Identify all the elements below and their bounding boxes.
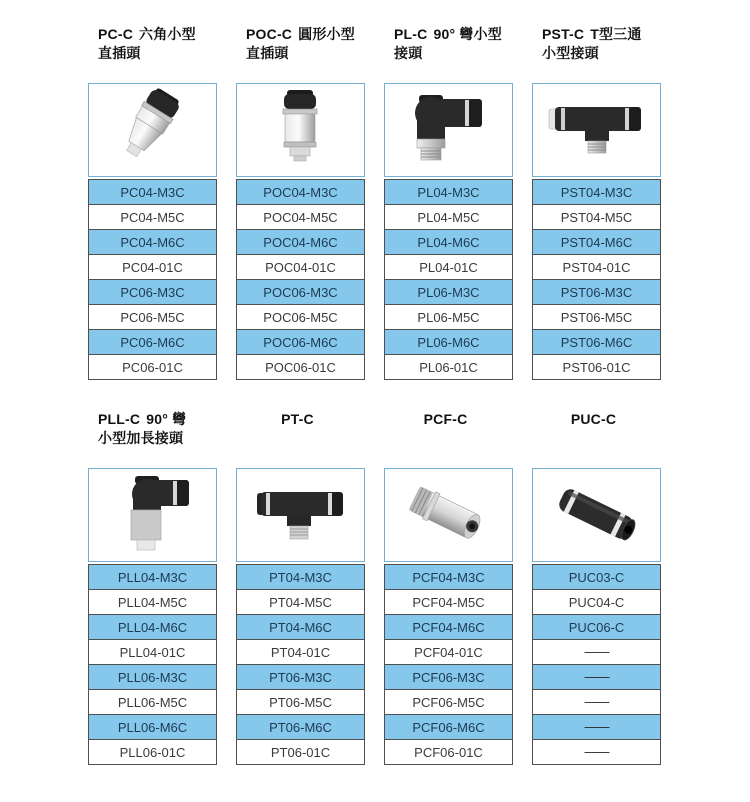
parts-row xyxy=(385,255,513,280)
part-number-cell: PLL04-M6C xyxy=(89,615,217,640)
part-number-cell: PL06-01C xyxy=(385,355,513,380)
part-number-cell: PLL06-M3C xyxy=(89,665,217,690)
parts-table-body xyxy=(89,565,217,765)
part-number-cell: PLL04-M5C xyxy=(89,590,217,615)
parts-row xyxy=(533,180,661,205)
part-number-cell: PT04-M6C xyxy=(237,615,365,640)
parts-row xyxy=(237,665,365,690)
part-number-cell: POC04-M5C xyxy=(237,205,365,230)
parts-table-body xyxy=(533,565,661,765)
parts-table-body xyxy=(385,180,513,380)
parts-table xyxy=(88,564,217,765)
part-number-cell: —— xyxy=(533,740,661,765)
parts-row xyxy=(385,740,513,765)
part-number-cell: —— xyxy=(533,665,661,690)
section-title xyxy=(88,410,217,468)
parts-row xyxy=(385,180,513,205)
parts-row xyxy=(385,665,513,690)
parts-table-body xyxy=(89,180,217,380)
parts-row xyxy=(385,280,513,305)
model-desc-line1: 90° 彎 xyxy=(146,411,187,427)
parts-row xyxy=(89,565,217,590)
part-number-cell: PST04-M6C xyxy=(533,230,661,255)
part-number-cell: PT06-01C xyxy=(237,740,365,765)
part-number-cell: PT04-M5C xyxy=(237,590,365,615)
parts-row xyxy=(89,330,217,355)
product-image-box xyxy=(384,468,513,562)
part-number-cell: PC04-M5C xyxy=(89,205,217,230)
product-section xyxy=(532,25,661,380)
parts-row xyxy=(237,330,365,355)
part-number-cell: PUC03-C xyxy=(533,565,661,590)
product-section xyxy=(384,25,513,380)
parts-row xyxy=(533,255,661,280)
parts-row xyxy=(385,330,513,355)
section-title xyxy=(532,25,661,83)
parts-row xyxy=(89,205,217,230)
part-number-cell: PC04-M6C xyxy=(89,230,217,255)
parts-row xyxy=(533,205,661,230)
product-image-box xyxy=(88,468,217,562)
section-title xyxy=(236,410,365,468)
parts-row xyxy=(385,590,513,615)
parts-row xyxy=(533,355,661,380)
model-code: POC-C xyxy=(246,26,293,42)
parts-row xyxy=(89,665,217,690)
parts-row xyxy=(237,640,365,665)
model-code: PUC-C xyxy=(570,411,617,427)
part-number-cell: PC06-M3C xyxy=(89,280,217,305)
union-straight-fitting-image xyxy=(533,470,660,560)
part-number-cell: PLL04-01C xyxy=(89,640,217,665)
parts-row xyxy=(237,255,365,280)
model-code: PST-C xyxy=(542,26,585,42)
model-desc-line1: 圓形小型 xyxy=(298,26,355,42)
part-number-cell: PLL06-01C xyxy=(89,740,217,765)
parts-row xyxy=(89,305,217,330)
part-number-cell: POC04-M3C xyxy=(237,180,365,205)
section-title xyxy=(88,25,217,83)
parts-row xyxy=(237,590,365,615)
part-number-cell: PST06-01C xyxy=(533,355,661,380)
parts-row xyxy=(89,615,217,640)
part-number-cell: PCF06-M6C xyxy=(385,715,513,740)
parts-table xyxy=(236,564,365,765)
product-image-box xyxy=(384,83,513,177)
parts-table xyxy=(532,179,661,380)
part-number-cell: POC04-M6C xyxy=(237,230,365,255)
part-number-cell: PT04-01C xyxy=(237,640,365,665)
model-desc-line1: T型三通 xyxy=(590,26,642,42)
part-number-cell: PL04-M5C xyxy=(385,205,513,230)
product-image-box xyxy=(236,468,365,562)
part-number-cell: POC06-M5C xyxy=(237,305,365,330)
product-section xyxy=(236,25,365,380)
parts-table xyxy=(236,179,365,380)
parts-row xyxy=(385,205,513,230)
part-number-cell: —— xyxy=(533,715,661,740)
parts-table xyxy=(532,564,661,765)
parts-row xyxy=(385,565,513,590)
parts-row xyxy=(385,715,513,740)
part-number-cell: PCF04-01C xyxy=(385,640,513,665)
part-number-cell: PC04-M3C xyxy=(89,180,217,205)
parts-row xyxy=(237,615,365,640)
part-number-cell: PL06-M6C xyxy=(385,330,513,355)
section-title xyxy=(236,25,365,83)
parts-row xyxy=(533,590,661,615)
part-number-cell: PUC04-C xyxy=(533,590,661,615)
part-number-cell: PCF06-M3C xyxy=(385,665,513,690)
part-number-cell: POC06-01C xyxy=(237,355,365,380)
section-title xyxy=(384,410,513,468)
tee-fitting-black-image xyxy=(237,470,364,560)
part-number-cell: PL04-M6C xyxy=(385,230,513,255)
parts-row xyxy=(237,230,365,255)
parts-row xyxy=(385,640,513,665)
parts-row xyxy=(89,690,217,715)
product-section xyxy=(88,410,217,765)
part-number-cell: PLL04-M3C xyxy=(89,565,217,590)
product-image-box xyxy=(532,468,661,562)
tee-fitting-image xyxy=(533,85,660,175)
parts-row xyxy=(237,280,365,305)
parts-row xyxy=(533,565,661,590)
round-straight-fitting-image xyxy=(237,85,364,175)
parts-row xyxy=(533,665,661,690)
parts-table xyxy=(88,179,217,380)
section-title xyxy=(384,25,513,83)
parts-row xyxy=(385,615,513,640)
parts-row xyxy=(89,280,217,305)
part-number-cell: PCF06-01C xyxy=(385,740,513,765)
parts-row xyxy=(89,180,217,205)
part-number-cell: POC04-01C xyxy=(237,255,365,280)
parts-row xyxy=(533,715,661,740)
parts-row xyxy=(237,565,365,590)
hex-straight-fitting-image xyxy=(89,85,216,175)
model-desc-line2: 直插頭 xyxy=(98,45,141,61)
model-code: PLL-C xyxy=(98,411,141,427)
model-desc-line1: 90° 彎小型 xyxy=(433,26,502,42)
model-code: PC-C xyxy=(98,26,134,42)
part-number-cell: PC06-M6C xyxy=(89,330,217,355)
part-number-cell: PT06-M3C xyxy=(237,665,365,690)
elbow-fitting-image xyxy=(385,85,512,175)
part-number-cell: PT06-M6C xyxy=(237,715,365,740)
part-number-cell: PST06-M3C xyxy=(533,280,661,305)
part-number-cell: PLL06-M6C xyxy=(89,715,217,740)
parts-row xyxy=(237,205,365,230)
part-number-cell: PCF04-M6C xyxy=(385,615,513,640)
parts-row xyxy=(89,740,217,765)
part-number-cell: PCF06-M5C xyxy=(385,690,513,715)
parts-row xyxy=(237,180,365,205)
parts-row xyxy=(385,305,513,330)
part-number-cell: PC06-01C xyxy=(89,355,217,380)
parts-row xyxy=(533,305,661,330)
parts-row xyxy=(237,715,365,740)
part-number-cell: PL06-M3C xyxy=(385,280,513,305)
part-number-cell: POC06-M3C xyxy=(237,280,365,305)
parts-row xyxy=(89,590,217,615)
parts-row xyxy=(385,690,513,715)
part-number-cell: PCF04-M3C xyxy=(385,565,513,590)
part-number-cell: PST04-M5C xyxy=(533,205,661,230)
parts-row xyxy=(237,355,365,380)
product-section xyxy=(88,25,217,380)
parts-table xyxy=(384,179,513,380)
model-desc-line2: 小型加長接頭 xyxy=(98,430,184,446)
part-number-cell: —— xyxy=(533,690,661,715)
part-number-cell: POC06-M6C xyxy=(237,330,365,355)
model-desc-line1: 六角小型 xyxy=(139,26,196,42)
parts-table xyxy=(384,564,513,765)
parts-row xyxy=(89,255,217,280)
parts-table-body xyxy=(385,565,513,765)
product-image-box xyxy=(532,83,661,177)
parts-row xyxy=(533,330,661,355)
parts-row xyxy=(237,305,365,330)
product-section xyxy=(532,410,661,765)
parts-row xyxy=(385,230,513,255)
parts-row xyxy=(533,690,661,715)
parts-row xyxy=(89,715,217,740)
parts-row xyxy=(533,280,661,305)
part-number-cell: —— xyxy=(533,640,661,665)
part-number-cell: PL06-M5C xyxy=(385,305,513,330)
part-number-cell: PUC06-C xyxy=(533,615,661,640)
model-desc-line2: 接頭 xyxy=(394,45,423,61)
elbow-extended-fitting-image xyxy=(89,470,216,560)
parts-table-body xyxy=(237,565,365,765)
parts-row xyxy=(89,355,217,380)
parts-row xyxy=(237,740,365,765)
parts-row xyxy=(533,615,661,640)
female-straight-fitting-image xyxy=(385,470,512,560)
product-image-box xyxy=(236,83,365,177)
parts-row xyxy=(533,230,661,255)
model-desc-line2: 小型接頭 xyxy=(542,45,599,61)
part-number-cell: PT06-M5C xyxy=(237,690,365,715)
parts-row xyxy=(237,690,365,715)
parts-row xyxy=(533,740,661,765)
part-number-cell: PST04-M3C xyxy=(533,180,661,205)
part-number-cell: PT04-M3C xyxy=(237,565,365,590)
part-number-cell: PLL06-M5C xyxy=(89,690,217,715)
parts-table-body xyxy=(237,180,365,380)
part-number-cell: PST06-M5C xyxy=(533,305,661,330)
part-number-cell: PST04-01C xyxy=(533,255,661,280)
product-section xyxy=(236,410,365,765)
product-image-box xyxy=(88,83,217,177)
parts-row xyxy=(385,355,513,380)
part-number-cell: PC04-01C xyxy=(89,255,217,280)
parts-row xyxy=(89,640,217,665)
part-number-cell: PL04-M3C xyxy=(385,180,513,205)
part-number-cell: PCF04-M5C xyxy=(385,590,513,615)
model-desc-line2: 直插頭 xyxy=(246,45,289,61)
part-number-cell: PL04-01C xyxy=(385,255,513,280)
parts-row xyxy=(89,230,217,255)
model-code: PL-C xyxy=(394,26,428,42)
parts-table-body xyxy=(533,180,661,380)
part-number-cell: PST06-M6C xyxy=(533,330,661,355)
section-title xyxy=(532,410,661,468)
part-number-cell: PC06-M5C xyxy=(89,305,217,330)
product-section xyxy=(384,410,513,765)
model-code: PT-C xyxy=(281,411,314,427)
model-code: PCF-C xyxy=(423,411,468,427)
parts-row xyxy=(533,640,661,665)
